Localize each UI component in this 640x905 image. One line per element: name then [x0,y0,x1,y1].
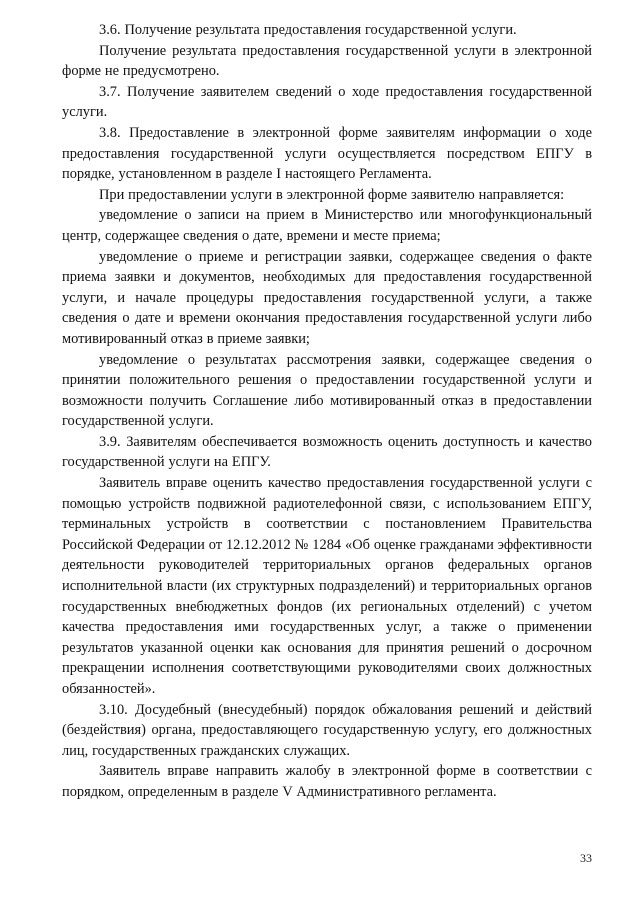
section-3-7-heading: 3.7. Получение заявителем сведений о ходе предоставления государственной услуги. [62,83,592,121]
application-receipt-notification-item: уведомление о приеме и регистрации заявки, содержащее сведения о факте приема заявки и документов, необходимых для предоставления государственной услуги, и начале процедуры предоставления государственной услуги, а также сведения о дате и времени окончания предоставления государственной услуги либо мотивированный отказ в приеме заявки; [62,248,592,347]
section-3-6-heading: 3.6. Получение результата предоставления государственной услуги. [99,22,517,38]
result-receipt-paragraph: Получение результата предоставления государственной услуги в электронной форме не предусмотрено. [62,42,592,80]
appointment-notification-item: уведомление о записи на прием в Министерство или многофункциональный центр, содержащее сведения о дате, времени и месте приема; [62,207,592,244]
quality-evaluation-paragraph: Заявитель вправе оценить качество предоставления государственной услуги с помощью устройств подвижной радиотелефонной связи, с использованием ЕПГУ, терминальных устройств в соответствии с постановлением Правительства Российской Федерации от 12.12.2012 № 1284 «Об оценке гражданами эффективности деятельности руководителей территориальных органов федеральных органов исполнительной власти (их структурных подразделений) и территориальных органов государственных внебюджетных фондов (их региональных отделений) с учетом качества предоставления ими государственных услуг, а также о применении результатов указанной оценки как основания для принятия решений о досрочном прекращении исполнения соответствующими руководителями своих должностных обязанностей». [62,475,592,697]
document-page [62,20,592,803]
section-3-9-paragraph: 3.9. Заявителям обеспечивается возможность оценить доступность и качество государственной услуги на ЕПГУ. [62,433,592,471]
section-3-10-paragraph: 3.10. Досудебный (внесудебный) порядок обжалования решений и действий (бездействия) органа, предоставляющего государственную услугу, его должностных лиц, государственных гражданских служащих. [62,701,592,759]
complaint-paragraph: Заявитель вправе направить жалобу в электронной форме в соответствии с порядком, определенным в разделе V Административного регламента. [62,763,592,800]
page-number: 33 [580,851,592,865]
notifications-intro-paragraph: При предоставлении услуги в электронной форме заявителю направляется: [99,186,565,203]
review-result-notification-item: уведомление о результатах рассмотрения заявки, содержащее сведения о принятии положительного решения о предоставлении государственной услуги и возможности получить Соглашение либо мотивированный отказ в предоставлении государственной услуги. [62,351,592,430]
section-3-8-paragraph: 3.8. Предоставление в электронной форме заявителям информации о ходе предоставления государственной услуги осуществляется посредством ЕПГУ в порядке, установленном в разделе I настоящего Регламента. [62,124,592,183]
